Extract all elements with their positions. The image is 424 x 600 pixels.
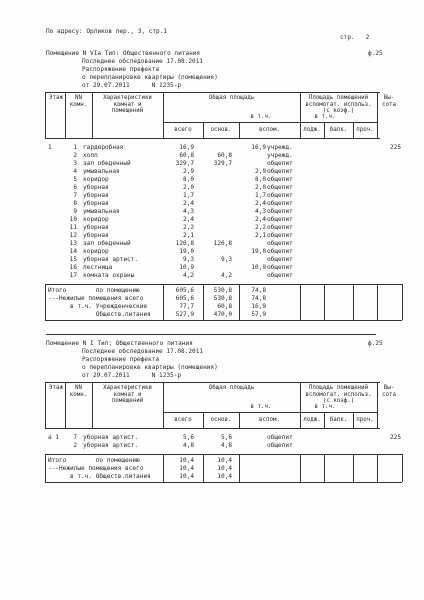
row-room-number: 4 — [73, 168, 77, 175]
row-area-aux: 2,4 — [254, 200, 266, 207]
row-area-main: 9,3 — [220, 256, 232, 263]
table-rule — [353, 454, 354, 482]
table-rule — [45, 382, 380, 383]
section2-col-lodzh: лодж. — [303, 417, 321, 423]
row-room-number: 10 — [69, 216, 77, 223]
table-rule — [324, 284, 325, 320]
row-room-number: 2 — [73, 442, 77, 449]
row-purpose: общепит — [267, 176, 293, 183]
row-room-name: лестница — [83, 264, 113, 271]
table-rule — [45, 138, 380, 139]
totals-area-total: 527,9 — [175, 311, 194, 318]
row-area-aux: 2,0 — [254, 184, 266, 191]
totals-area-total: 10,4 — [179, 473, 194, 480]
row-area-total: 4,3 — [182, 208, 194, 215]
table-rule — [377, 284, 378, 320]
row-purpose: общепит — [267, 224, 293, 231]
row-purpose: общепит — [267, 168, 293, 175]
section1-col-aux-area: Площадь помещений вспомогат. использ. (с коэф.) — [305, 95, 372, 115]
totals-area-main: 470,0 — [213, 311, 232, 318]
row-room-name: коридор — [83, 248, 109, 255]
row-purpose: общепит — [267, 208, 293, 215]
section1-col-nn: NN комн. — [69, 95, 88, 108]
row-room-name: коридор — [83, 216, 109, 223]
section1-col-total: всего — [174, 127, 192, 133]
section1-inspection: Последнее обследование 17.08.2011 — [82, 58, 204, 65]
section2-col-height: Вы- сота — [382, 385, 396, 398]
table-rule — [377, 454, 378, 482]
row-purpose: общепит — [267, 200, 293, 207]
totals-label: в т.ч. Обществ.питания — [48, 473, 151, 480]
row-room-number: 6 — [73, 184, 77, 191]
section2-order-title: Распоряжение префекта — [82, 356, 160, 363]
row-room-number: 15 — [69, 256, 77, 263]
row-area-aux: 4,3 — [254, 208, 266, 215]
row-purpose: учрежд. — [267, 144, 293, 151]
section1-col-area: Общая площадь — [208, 95, 255, 101]
row-purpose: общепит — [267, 264, 293, 271]
row-height: 225 — [390, 434, 402, 441]
address-line: По адресу: Орликов пер., 3, стр.1 — [46, 28, 168, 35]
section2-col-total: всего — [174, 417, 192, 423]
row-room-name: умывальная — [83, 208, 120, 215]
totals-area-total: 605,6 — [175, 287, 194, 294]
row-area-aux: 8,0 — [254, 176, 266, 183]
row-room-number: 12 — [69, 232, 77, 239]
row-purpose: общепит — [267, 232, 293, 239]
row-area-total: 1,7 — [182, 192, 194, 199]
row-room-name: уборная — [83, 224, 109, 231]
row-area-total: 2,2 — [182, 224, 194, 231]
totals-label: Итого по помещению — [48, 457, 140, 464]
row-room-name: коридор — [83, 176, 109, 183]
row-room-name: холл — [83, 152, 98, 159]
row-area-total: 9,3 — [182, 256, 194, 263]
row-area-total: 126,8 — [175, 240, 194, 247]
totals-area-main: 530,8 — [213, 295, 232, 302]
section1-title: Помещение N VIa Тип: Общественного питания — [46, 50, 201, 57]
table-rule — [324, 454, 325, 482]
totals-area-total: 77,7 — [179, 303, 194, 310]
section1-order-subject: о перепланировке квартиры (помещения) — [82, 74, 218, 81]
row-purpose: общепит — [267, 248, 293, 255]
section2-col-aux-area: Площадь помещений вспомогат. использ. (с коэф.) — [305, 385, 372, 405]
totals-label: Итого по помещению — [48, 287, 140, 294]
table-rule — [402, 284, 403, 320]
row-area-main: 4,8 — [220, 442, 232, 449]
totals-area-total: 10,4 — [179, 465, 194, 472]
row-room-name: уборная — [83, 200, 109, 207]
section2-col-balk: балк. — [329, 417, 348, 423]
section2-order-subject: о перепланировке квартиры (помещения) — [82, 364, 218, 371]
row-purpose: учрежд. — [267, 152, 293, 159]
row-area-main: 126,8 — [213, 240, 232, 247]
section1-col-etazh: Этаж — [49, 95, 63, 101]
totals-label: в т.ч. Учрежденческие — [48, 303, 148, 310]
table-rule — [45, 454, 46, 482]
row-area-total: 4,2 — [182, 272, 194, 279]
totals-area-aux: 74,8 — [251, 287, 266, 294]
row-area-main: 329,7 — [213, 160, 232, 167]
section2-inspection: Последнее обследование 17.08.2011 — [82, 348, 204, 355]
row-area-total: 19,0 — [179, 248, 194, 255]
row-purpose: общепит — [267, 442, 293, 449]
totals-area-total: 10,4 — [179, 457, 194, 464]
row-room-number: 17 — [69, 272, 77, 279]
table-rule — [45, 454, 402, 455]
section2-col-chars: Характеристики комнат и помещений — [103, 385, 152, 405]
table-rule — [300, 454, 301, 482]
row-room-name: комната охраны — [83, 272, 135, 279]
row-area-aux: 16,9 — [251, 144, 266, 151]
section2-col-aux: вспом. — [259, 417, 280, 423]
table-rule — [300, 122, 377, 123]
row-area-total: 2,0 — [182, 184, 194, 191]
row-room-number: 2 — [73, 152, 77, 159]
row-room-number: 9 — [73, 208, 77, 215]
row-area-main: 4,2 — [220, 272, 232, 279]
totals-area-aux: 57,9 — [251, 311, 266, 318]
row-area-total: 16,9 — [179, 144, 194, 151]
row-room-number: 14 — [69, 248, 77, 255]
section1-col-main: основ. — [210, 127, 232, 133]
section1-col-chars: Характеристики комнат и помещений — [103, 95, 152, 115]
section2-title: Помещение N I Тип: Общественного питания — [46, 340, 193, 347]
table-rule — [239, 454, 240, 482]
row-room-number: 3 — [73, 160, 77, 167]
section2-form-number: ф.25 — [368, 340, 383, 347]
row-area-total: 2,4 — [182, 216, 194, 223]
totals-area-main: 530,8 — [213, 287, 232, 294]
row-purpose: общепит — [267, 434, 293, 441]
totals-label: ---Нежилые помещения всего — [48, 465, 144, 472]
section1-col-aux: вспом. — [259, 127, 280, 133]
row-room-name: уборная артист. — [83, 442, 139, 449]
row-area-total: 329,7 — [175, 160, 194, 167]
section2-col-incl2: в т.ч. — [314, 404, 336, 410]
row-area-aux: 1,7 — [254, 192, 266, 199]
row-purpose: общепит — [267, 256, 293, 263]
section1-order-title: Распоряжение префекта — [82, 66, 160, 73]
totals-area-aux: 74,8 — [251, 295, 266, 302]
row-area-total: 10,9 — [179, 264, 194, 271]
section2-col-incl: в т.ч. — [250, 404, 272, 410]
row-room-name: уборная артист. — [83, 434, 139, 441]
row-etazh: 1 — [48, 144, 52, 151]
row-room-name: зал обеденный — [83, 240, 131, 247]
section2-col-main: основ. — [210, 417, 232, 423]
section1-col-proch: проч. — [356, 127, 374, 133]
section1-col-incl2: в т.ч. — [314, 114, 336, 120]
row-purpose: общепит — [267, 192, 293, 199]
row-room-name: уборная — [83, 232, 109, 239]
row-purpose: общепит — [267, 216, 293, 223]
row-room-number: 7 — [73, 434, 77, 441]
totals-area-main: 10,4 — [217, 465, 232, 472]
totals-label: Обществ.питания — [48, 311, 151, 318]
row-room-number: 13 — [69, 240, 77, 247]
row-area-aux: 2,4 — [254, 216, 266, 223]
table-rule — [300, 412, 377, 413]
row-room-name: уборная — [83, 184, 109, 191]
totals-area-main: 10,4 — [217, 457, 232, 464]
table-rule — [45, 284, 402, 285]
page-number: стр. 2 — [340, 34, 370, 41]
row-area-aux: 10,9 — [251, 264, 266, 271]
table-rule — [163, 412, 300, 413]
row-room-number: 11 — [69, 224, 77, 231]
row-area-total: 2,4 — [182, 200, 194, 207]
table-rule — [402, 454, 403, 482]
totals-area-main: 60,8 — [217, 303, 232, 310]
section2-col-nn: NN комн. — [69, 385, 88, 398]
row-area-aux: 2,9 — [254, 168, 266, 175]
row-area-aux: 2,2 — [254, 224, 266, 231]
section2-col-area: Общая площадь — [208, 385, 255, 391]
table-rule — [45, 428, 380, 429]
section1-col-lodzh: лодж. — [303, 127, 321, 133]
section2-order-date: от 29.07.2011 N 1235-р — [82, 372, 182, 379]
row-area-total: 5,6 — [182, 434, 194, 441]
row-height: 225 — [390, 144, 402, 151]
table-rule — [46, 334, 376, 335]
row-room-name: гардеробная — [83, 144, 124, 151]
row-purpose: общепит — [267, 240, 293, 247]
section2-col-proch: проч. — [356, 417, 374, 423]
row-room-number: 5 — [73, 176, 77, 183]
totals-label: ---Нежилые помещения всего — [48, 295, 144, 302]
row-area-aux: 2,1 — [254, 232, 266, 239]
row-purpose: общепит — [267, 160, 293, 167]
totals-area-total: 605,6 — [175, 295, 194, 302]
table-rule — [45, 284, 46, 320]
row-room-name: умывальная — [83, 168, 120, 175]
row-area-aux: 19,0 — [251, 248, 266, 255]
row-room-name: зал обеденный — [83, 160, 131, 167]
section2-col-etazh: Этаж — [49, 385, 63, 391]
row-area-main: 60,8 — [217, 152, 232, 159]
table-rule — [45, 482, 402, 483]
row-area-main: 5,6 — [220, 434, 232, 441]
row-area-total: 60,8 — [179, 152, 194, 159]
row-area-total: 8,0 — [182, 176, 194, 183]
row-etazh: а 1 — [48, 434, 60, 441]
row-room-number: 16 — [69, 264, 77, 271]
row-purpose: общепит — [267, 184, 293, 191]
row-room-name: уборная — [83, 192, 109, 199]
row-room-number: 8 — [73, 200, 77, 207]
section1-col-incl: в т.ч. — [250, 114, 272, 120]
row-purpose: общепит — [267, 272, 293, 279]
row-room-number: 7 — [73, 192, 77, 199]
table-rule — [353, 284, 354, 320]
table-rule — [300, 284, 301, 320]
table-rule — [45, 320, 402, 321]
section1-col-balk: балк. — [329, 127, 348, 133]
table-rule — [45, 92, 380, 93]
table-rule — [163, 122, 300, 123]
section1-order-date: от 29.07.2011 N 1235-р — [82, 82, 182, 89]
row-area-total: 2,9 — [182, 168, 194, 175]
row-room-number: 1 — [73, 144, 77, 151]
row-room-name: уборная артист. — [83, 256, 139, 263]
section1-form-number: ф.25 — [368, 50, 383, 57]
section1-col-height: Вы- сота — [382, 95, 396, 108]
row-area-total: 2,1 — [182, 232, 194, 239]
totals-area-aux: 16,9 — [251, 303, 266, 310]
row-area-total: 4,8 — [182, 442, 194, 449]
totals-area-main: 10,4 — [217, 473, 232, 480]
